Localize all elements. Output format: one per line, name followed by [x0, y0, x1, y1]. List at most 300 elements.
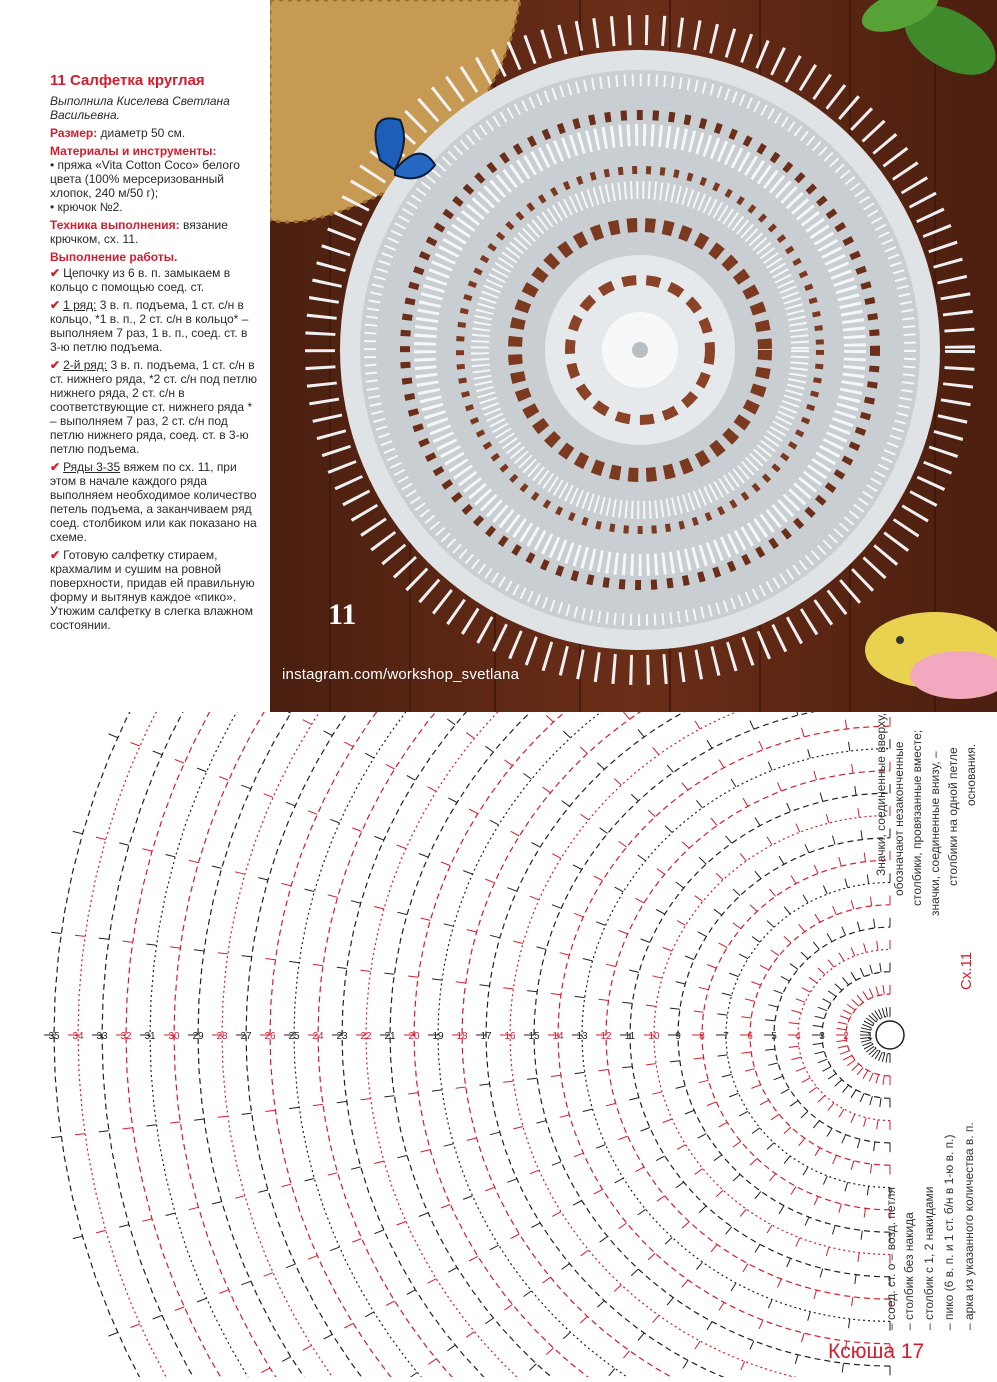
chart-stitch [408, 976, 418, 977]
chart-row-arc [462, 712, 890, 1377]
chart-stitch [614, 1285, 621, 1292]
chart-stitch [789, 1023, 799, 1024]
chart-stitch [289, 1107, 299, 1108]
chart-stitch [638, 1209, 646, 1215]
chart-stitch [739, 954, 748, 959]
chart-stitch [820, 1269, 823, 1278]
chart-stitch [166, 855, 176, 857]
row-number: 20 [408, 1031, 420, 1042]
chart-stitch [699, 1206, 706, 1213]
chart-stitch [851, 1114, 855, 1123]
chart-stitch [851, 1161, 854, 1170]
note-line: Значки, соединенные вверху, [874, 712, 888, 876]
chart-stitch [883, 1076, 884, 1085]
chart-stitch [707, 1102, 716, 1106]
chart-stitch [667, 765, 673, 772]
size-label: Размер: [50, 126, 98, 140]
chart-stitch [877, 1120, 878, 1129]
chart-stitch [282, 712, 291, 713]
chart-stitch [828, 960, 834, 967]
chart-stitch [657, 869, 665, 875]
chart-row-arc [414, 712, 890, 1377]
chart-stitch [456, 1087, 466, 1088]
chart-row-arc [198, 712, 890, 1377]
chart-stitch [189, 1207, 199, 1209]
row-number: 26 [264, 1031, 276, 1042]
chart-stitch [808, 1312, 811, 1321]
chart-stitch [600, 828, 608, 834]
row-number: 6 [747, 1031, 753, 1042]
step-3: ✔ Ряды 3-35 вяжем по сх. 11, при этом в начале каждого ряда выполняем необходимое количество петель подъема, а заканчиваем ряд соед. столбиком или как показано на схеме. [50, 460, 257, 544]
chart-stitch [840, 1051, 849, 1055]
chart-stitch [707, 1322, 712, 1330]
chart-stitch [663, 1119, 672, 1123]
chart-stitch [374, 1161, 384, 1163]
chart-stitch [851, 900, 854, 909]
chart-stitch [835, 984, 842, 991]
chart-stitch [606, 1103, 616, 1105]
chart-stitch [707, 965, 716, 969]
check-icon: ✔ [50, 266, 61, 280]
chart-stitch [386, 764, 395, 769]
chart-stitch [781, 976, 790, 981]
chart-stitch [847, 1004, 855, 1010]
article-author: Выполнила Киселева Светлана Васильевна. [50, 94, 230, 122]
chart-stitch [551, 1075, 561, 1076]
chart-stitch [876, 987, 879, 996]
row-number: 32 [120, 1031, 132, 1042]
chart-stitch [752, 937, 760, 943]
chart-stitch [170, 947, 180, 948]
chart-stitch [787, 1258, 791, 1267]
chart-stitch [682, 842, 689, 849]
chart-stitch [286, 1264, 295, 1268]
size-line [50, 126, 260, 140]
row-number: 35 [48, 1031, 60, 1042]
chart-stitch [258, 1190, 268, 1192]
chart-stitch [860, 968, 864, 977]
chart-stitch [809, 1087, 817, 1093]
chart-row-arc [78, 712, 890, 1377]
chart-stitch [264, 1273, 273, 1277]
chart-stitch [663, 947, 672, 951]
chart-row-arc [822, 972, 890, 1098]
chart-stitch [882, 1008, 885, 1017]
chart-stitch [652, 976, 662, 978]
chart-stitch [809, 977, 817, 983]
chart-stitch [719, 760, 724, 768]
chart-stitch [751, 982, 760, 986]
chart-stitch [835, 1080, 842, 1087]
chart-stitch [852, 764, 853, 773]
chart-stitch [833, 1155, 837, 1164]
chart-stitch [729, 973, 738, 977]
chart-stitch [676, 1086, 686, 1088]
chart-stitch [767, 1225, 772, 1233]
technique-label: Техника выполнения: [50, 218, 180, 232]
chart-stitch [818, 968, 825, 975]
chart-stitch [733, 1174, 740, 1181]
chart-stitch [677, 1145, 686, 1150]
chart-stitch [845, 879, 848, 888]
scheme-label: Сх.11 [958, 951, 975, 990]
chart-stitch [532, 1223, 541, 1228]
row-number: 9 [675, 1031, 681, 1042]
chart-stitch [194, 950, 204, 951]
chart-stitch [768, 1300, 772, 1309]
chart-stitch [716, 1190, 723, 1197]
chart-stitch [308, 811, 317, 815]
chart-stitch [131, 1324, 140, 1328]
chart-stitch [699, 1080, 709, 1082]
chart-stitch [218, 953, 228, 954]
chart-stitch [490, 820, 499, 825]
row-number: 17 [480, 1031, 492, 1042]
chart-stitch [774, 990, 783, 994]
chart-stitch [563, 1332, 570, 1339]
note-line: столбики, провязанные вместе; [910, 729, 924, 906]
chart-stitch [676, 982, 686, 984]
chart-stitch [631, 1269, 638, 1276]
chart-stitch [513, 1127, 523, 1129]
chart-stitch [731, 779, 736, 787]
chart-stitch [619, 841, 627, 847]
chart-stitch [408, 1093, 418, 1094]
chart-stitch [513, 941, 523, 943]
row-number: 30 [168, 1031, 180, 1042]
chart-stitch [869, 989, 873, 998]
chart-stitch [767, 1143, 774, 1150]
chart-stitch [365, 1312, 374, 1317]
chart-stitch [770, 1174, 776, 1181]
chart-stitch [861, 1231, 862, 1240]
chart-stitch [852, 1297, 853, 1306]
chart-stitch [827, 1128, 832, 1136]
doily-photo [270, 0, 997, 712]
chart-stitch [170, 1122, 180, 1123]
chart-stitch [447, 719, 455, 725]
chart-stitch [212, 866, 222, 868]
row-number: 28 [216, 1031, 228, 1042]
materials-label: Материалы и инструменты: [50, 144, 217, 158]
chart-stitch [324, 1335, 333, 1340]
photo-number: 11 [328, 598, 357, 631]
chart-stitch [527, 991, 537, 992]
row-number: 1 [867, 1031, 873, 1042]
legend-line: – пико (6 в. п. и 1 ст. б/н в 1-ю в. п.) [942, 1134, 956, 1330]
chart-stitch [767, 921, 774, 928]
chart-stitch [530, 896, 539, 900]
chart-stitch [792, 1057, 802, 1060]
chart-stitch [552, 854, 561, 859]
chart-stitch [833, 906, 837, 915]
chart-stitch [823, 1067, 832, 1072]
chart-stitch [755, 871, 761, 878]
chart-stitch [792, 1010, 802, 1013]
chart-row-arc [342, 712, 890, 1377]
photo-illustration [270, 0, 997, 712]
chart-stitch [313, 964, 323, 965]
chart-stitch [695, 721, 700, 729]
chart-stitch [843, 1056, 852, 1061]
step-4: ✔ Готовую салфетку стираем, крахмалим и сушим на ровной поверхности, придав ей правильную форму и вытянув каждое «пико». Утюжим салфетку в слегка влажном состоянии. [50, 548, 255, 632]
chart-stitch [845, 720, 846, 729]
row-number: 27 [240, 1031, 252, 1042]
chart-stitch [839, 1109, 844, 1117]
chart-stitch [466, 733, 474, 739]
chart-stitch [219, 1290, 228, 1294]
chart-stitch [771, 950, 779, 956]
chart-stitch [189, 860, 199, 862]
chart-stitch [842, 1363, 843, 1372]
chart-stitch [361, 1099, 371, 1100]
step-0: ✔ Цепочку из 6 в. п. замыкаем в кольцо с помощью соед. ст. [50, 266, 231, 294]
check-icon: ✔ [50, 548, 61, 562]
chart-stitch [653, 1315, 659, 1322]
chart-stitch [594, 876, 603, 881]
chart-stitch [886, 1053, 887, 1062]
chart-stitch [843, 1085, 849, 1092]
chart-stitch [623, 1351, 629, 1358]
chart-stitch [504, 1305, 512, 1311]
chart-row-arc [294, 712, 890, 1377]
chart-stitch [874, 1142, 875, 1151]
chart-row-arc [126, 712, 890, 1377]
chart-stitch [261, 1368, 270, 1373]
chart-stitch [880, 1098, 881, 1107]
chart-stitch [467, 1138, 477, 1140]
chart-stitch [638, 855, 646, 861]
chart-stitch [428, 787, 437, 792]
chart-stitch [73, 831, 83, 833]
chart-stitch [828, 1074, 836, 1080]
crochet-chart [0, 712, 997, 1377]
chart-stitch [218, 1116, 228, 1117]
chart-stitch [619, 1223, 627, 1229]
chart-stitch [575, 1072, 585, 1073]
chart-stitch [511, 1234, 520, 1239]
chart-stitch [870, 1164, 871, 1173]
chart-stitch [419, 1213, 428, 1217]
chart-stitch [384, 973, 394, 974]
chart-stitch [815, 1148, 820, 1156]
chart-stitch [352, 1239, 361, 1243]
chart-stitch [197, 768, 206, 772]
chart-stitch [774, 1076, 783, 1080]
chart-stitch [869, 1073, 873, 1082]
chart-stitch [665, 826, 672, 833]
chart-stitch [146, 944, 156, 945]
chart-stitch [313, 1104, 323, 1105]
chart-stitch [529, 1364, 536, 1371]
chart-stitch [51, 932, 61, 933]
chart-stitch [750, 721, 754, 730]
chart-stitch [801, 1111, 808, 1118]
chart-stitch [770, 889, 776, 896]
row-number: 19 [432, 1031, 444, 1042]
chart-stitch [795, 712, 798, 715]
chart-stitch [324, 731, 333, 736]
chart-stitch [344, 742, 353, 747]
chart-stitch [760, 1100, 769, 1105]
chart-stitch [131, 743, 140, 747]
chart-stitch [719, 1302, 724, 1310]
chart-stitch [784, 1156, 790, 1163]
chart-stitch [771, 1114, 779, 1120]
chart-stitch [428, 1279, 437, 1284]
chart-stitch [796, 999, 805, 1003]
chart-stitch [543, 1277, 551, 1283]
chart-stitch [768, 762, 772, 771]
chart-stitch [838, 1046, 848, 1048]
chart-stitch [740, 854, 746, 861]
chart-stitch [485, 746, 493, 752]
chart-stitch [864, 1118, 867, 1127]
chart-stitch [801, 952, 808, 959]
note-line: столбики на одной петле [946, 747, 960, 886]
chart-stitch [733, 923, 741, 929]
chart-stitch [305, 889, 315, 891]
chart-stitch [580, 747, 587, 754]
chart-stitch [618, 1136, 627, 1140]
chart-stitch [466, 1332, 474, 1338]
chart-stitch [51, 1137, 61, 1138]
chart-stitch [864, 852, 865, 861]
chart-stitch [779, 1206, 784, 1214]
chart-stitch [447, 1345, 455, 1351]
chart-stitch [286, 802, 295, 806]
chart-stitch [863, 1070, 868, 1078]
chart-stitch [646, 1064, 656, 1065]
chart-stitch [574, 913, 583, 917]
chart-stitch [656, 910, 665, 915]
chart-stitch [849, 742, 850, 751]
chart-stitch [726, 1227, 732, 1234]
chart-center-ring [876, 1021, 904, 1049]
chart-stitch [623, 712, 629, 719]
chart-stitch [305, 1179, 315, 1181]
chart-stitch [330, 1247, 339, 1251]
technique-value: вязание крючком, сх. 11. [50, 218, 228, 246]
chart-stitch [759, 741, 763, 750]
chart-stitch [823, 999, 832, 1004]
chart-stitch [328, 895, 338, 897]
chart-stitch [790, 964, 798, 970]
chart-stitch [707, 740, 712, 748]
row-number: 29 [192, 1031, 204, 1042]
chart-stitch [858, 1253, 859, 1262]
chart-stitch [397, 1222, 406, 1226]
chart-stitch [361, 970, 371, 971]
chart-stitch [860, 1093, 864, 1102]
chart-stitch [573, 1201, 582, 1206]
chart-stitch [814, 865, 818, 874]
chart-stitch [765, 1020, 775, 1021]
chart-stitch [719, 1122, 728, 1127]
chart-stitch [524, 1291, 532, 1297]
chart-stitch [375, 1230, 384, 1234]
technique-line [50, 218, 260, 246]
chart-stitch [560, 953, 570, 955]
chart-stitch [407, 1290, 416, 1295]
chart-stitch [813, 1043, 823, 1044]
chart-stitch [503, 988, 513, 989]
chart-stitch [641, 939, 650, 943]
chart-stitch [820, 793, 823, 802]
chart-stitch [641, 1128, 650, 1132]
chart-stitch [743, 798, 748, 806]
chart-stitch [407, 776, 416, 781]
article-column [0, 0, 270, 712]
chart-stitch [469, 1256, 478, 1261]
chart-stitch [328, 1173, 338, 1175]
chart-stitch [265, 1110, 275, 1111]
chart-stitch [767, 837, 772, 845]
chart-stitch [796, 824, 800, 833]
chart-stitch [665, 1238, 672, 1245]
chart-stitch [857, 1139, 860, 1148]
chart-stitch [722, 993, 732, 995]
chart-row-arc [510, 712, 890, 1377]
chart-stitch [815, 1016, 825, 1018]
chart-stitch [563, 731, 570, 738]
chart-row-arc [270, 712, 890, 1377]
chart-stitch [823, 1176, 827, 1185]
chart-stitch [490, 935, 500, 938]
chart-stitch [638, 1333, 644, 1340]
chart-stitch [575, 996, 585, 997]
check-icon: ✔ [50, 460, 61, 474]
chart-stitch [219, 777, 228, 781]
chart-stitch [741, 1017, 751, 1018]
check-icon: ✔ [50, 298, 61, 312]
chart-stitch [375, 836, 384, 840]
chart-stitch [759, 1320, 763, 1329]
chart-stitch [842, 1135, 846, 1144]
row-number: 22 [360, 1031, 372, 1042]
chart-stitch [784, 1127, 791, 1134]
chart-stitch [374, 907, 384, 909]
chart-stitch [745, 1069, 755, 1071]
chart-stitch [729, 1093, 738, 1097]
chart-stitch [750, 1341, 754, 1350]
chart-stitch [851, 972, 856, 980]
chart-stitch [818, 1059, 827, 1063]
chart-stitch [552, 1212, 561, 1217]
chart-stitch [75, 935, 85, 936]
chart-stitch [99, 1131, 109, 1132]
chart-stitch [667, 1298, 673, 1305]
chart-stitch [448, 1268, 457, 1273]
chart-stitch [463, 1196, 472, 1200]
row-number: 8 [699, 1031, 705, 1042]
row-number: 21 [384, 1031, 396, 1042]
chart-stitch [719, 943, 728, 948]
chart-stitch [863, 992, 868, 1000]
materials-item: • крючок №2. [50, 200, 123, 214]
chart-stitch [153, 751, 162, 755]
chart-stitch [581, 1250, 589, 1256]
chart-stitch [337, 967, 347, 968]
chart-stitch [802, 988, 811, 993]
chart-stitch [432, 979, 442, 980]
chart-stitch [805, 1217, 809, 1226]
legend-line: – соед. ст. о – возд. петля [884, 1187, 898, 1330]
chart-stitch [815, 914, 820, 922]
chart-stitch [142, 1219, 152, 1221]
chart-stitch [537, 1121, 547, 1123]
chart-stitch [75, 1134, 85, 1135]
